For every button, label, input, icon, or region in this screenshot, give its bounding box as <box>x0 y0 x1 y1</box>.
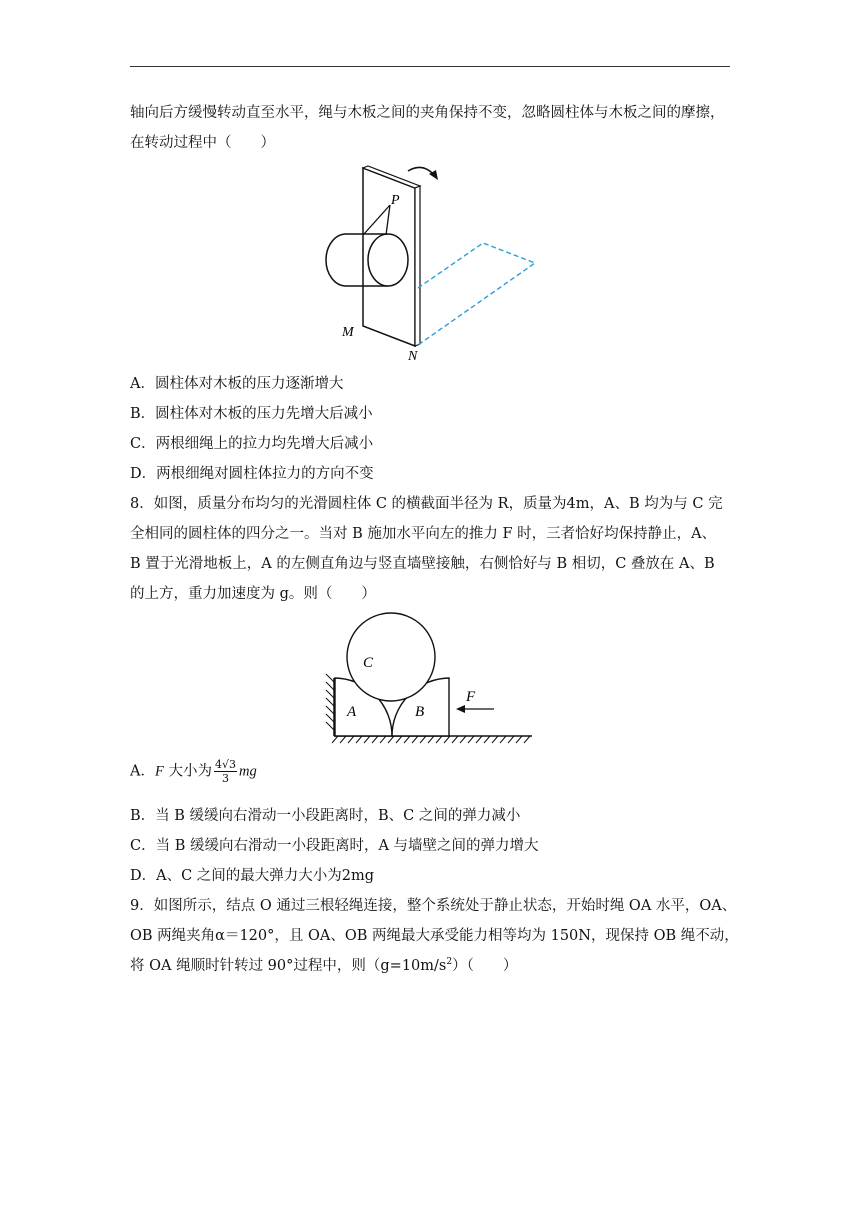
fraction-numerator: 4√3 <box>214 758 236 771</box>
q7-option-a: A．圆柱体对木板的压力逐渐增大 <box>130 376 344 392</box>
q8-option-c: C．当 B 缓缓向右滑动一小段距离时，A 与墙壁之间的弹力增大 <box>130 838 539 854</box>
label-M: M <box>342 325 354 340</box>
cylinder-back <box>326 234 346 286</box>
q8-option-a-fraction <box>214 758 237 785</box>
q9-line3-part-b: ）（ ） <box>452 958 518 974</box>
q8-option-d: D．A、C 之间的最大弹力大小为2mg <box>130 868 375 884</box>
q8-stem-line4: 的上方，重力加速度为 g。则（ ） <box>130 586 376 602</box>
cylinder-C <box>347 613 435 701</box>
q8-stem-line2: 全相同的圆柱体的四分之一。当对 B 施加水平向左的推力 F 时，三者恰好均保持静止，A、 <box>130 526 717 542</box>
q7-option-c: C．两根细绳上的拉力均先增大后减小 <box>130 436 374 452</box>
q8-stem-line1: 8．如图，质量分布均匀的光滑圆柱体 C 的横截面半径为 R，质量为4m，A、B 均为与 C 完 <box>130 496 723 512</box>
fraction-denominator: 3 <box>221 772 229 785</box>
q8-figure <box>322 610 537 745</box>
wall-hatch <box>326 674 334 730</box>
cylinder-end <box>368 234 408 286</box>
q9-stem-line1: 9．如图所示，结点 O 通过三根轻绳连接，整个系统处于静止状态，开始时绳 OA 水平，OA、 <box>130 898 737 914</box>
q9-line3-part-a: 将 OA 绳顺时针转过 90°过程中，则（g=10m/s <box>130 958 447 974</box>
q8-option-b: B．当 B 缓缓向右滑动一小段距离时，B、C 之间的弹力减小 <box>130 808 521 824</box>
q9-stem-line3 <box>130 954 517 975</box>
label-P: P <box>391 193 400 208</box>
q9-stem-line2: OB 两绳夹角α＝120°，且 OA、OB 两绳最大承受能力相等均为 150N，现保持 OB 绳不动， <box>130 928 739 944</box>
q8-option-a-unit: mg <box>238 763 257 780</box>
q8-option-a-text: 大小为 <box>163 763 212 780</box>
q8-stem-line3: B 置于光滑地板上，A 的左侧直角边与竖直墙壁接触，右侧恰好与 B 相切，C 叠放在 A、B <box>130 556 715 572</box>
label-F: F <box>466 689 476 705</box>
label-N: N <box>408 349 418 364</box>
board-side-edge <box>415 186 420 346</box>
q7-stem-line2: 在转动过程中（ ） <box>130 135 275 151</box>
floor-hatch <box>332 736 530 743</box>
label-A: A <box>347 704 357 720</box>
q8-option-a <box>130 758 257 785</box>
label-C: C <box>363 655 374 671</box>
q8-option-a-var: F <box>154 763 164 780</box>
q7-stem-line1: 轴向后方缓慢转动直至水平，绳与木板之间的夹角保持不变，忽略圆柱体与木板之间的摩擦， <box>130 105 725 121</box>
q7-option-b: B．圆柱体对木板的压力先增大后减小 <box>130 406 373 422</box>
q7-figure <box>320 158 550 368</box>
force-F-arrowhead <box>456 705 465 713</box>
header-rule <box>130 66 730 67</box>
rotated-plane-dashed <box>418 243 535 345</box>
q9-line3-superscript: 2 <box>446 957 453 968</box>
label-B: B <box>415 704 425 720</box>
q8-option-a-prefix: A． <box>130 763 155 780</box>
q7-option-d: D．两根细绳对圆柱体拉力的方向不变 <box>130 466 374 482</box>
